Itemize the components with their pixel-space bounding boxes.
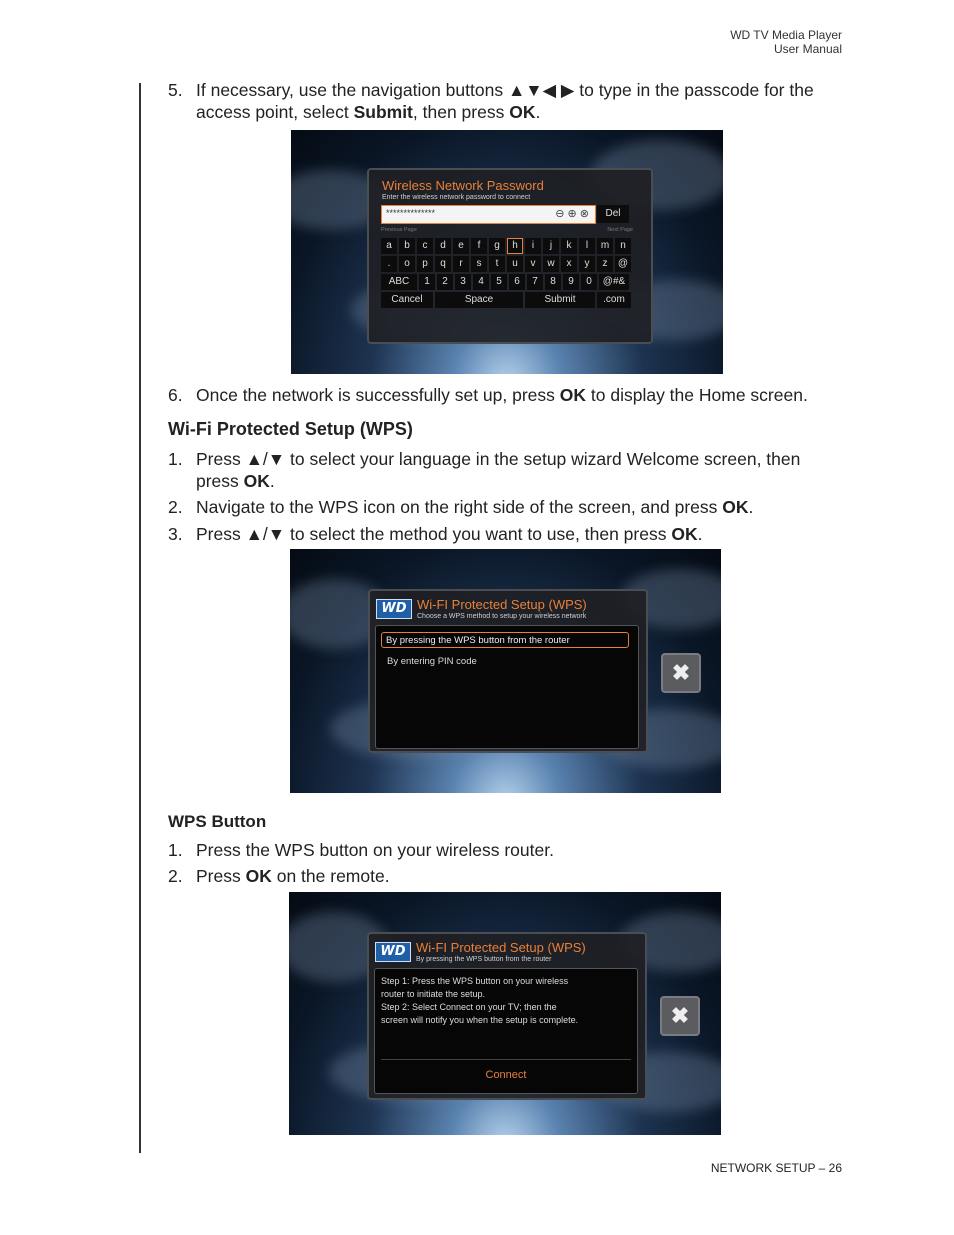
option-pin-code[interactable]: By entering PIN code <box>387 656 477 667</box>
key-6[interactable]: t <box>489 256 505 272</box>
header-doc: User Manual <box>773 42 842 56</box>
key-10[interactable]: k <box>561 238 577 254</box>
key-5[interactable]: 5 <box>491 274 507 290</box>
close-icon[interactable]: ✖ <box>660 996 700 1036</box>
keyboard-row-3 <box>381 274 629 290</box>
key-0[interactable]: ABC <box>381 274 417 290</box>
connect-button[interactable]: Connect <box>485 1069 527 1081</box>
wps-button-heading: WPS Button <box>168 812 267 831</box>
wd-logo: WD <box>376 599 412 619</box>
key-4[interactable]: r <box>453 256 469 272</box>
page-header <box>730 28 842 56</box>
clear-icon[interactable]: ⊗ <box>579 208 589 220</box>
option-wps-button[interactable]: By pressing the WPS button from the router <box>381 632 629 648</box>
key-12[interactable]: m <box>597 238 613 254</box>
password-dialog <box>367 168 653 344</box>
key-3[interactable]: d <box>435 238 451 254</box>
key-3[interactable]: q <box>435 256 451 272</box>
key-3[interactable]: 3 <box>455 274 471 290</box>
password-input[interactable]: ************** ⊖ ⊕ ⊗ <box>381 205 596 224</box>
forward-icon[interactable]: ⊕ <box>567 208 577 220</box>
next-page[interactable]: Next Page <box>607 227 633 233</box>
dialog-title: Wi-FI Protected Setup (WPS) <box>417 597 587 612</box>
keyboard-row-2 <box>381 256 631 272</box>
options-list <box>375 625 639 749</box>
up-down-arrows-icon: ▲/▼ <box>245 449 286 469</box>
key-13[interactable]: n <box>615 238 631 254</box>
key-1[interactable]: b <box>399 238 415 254</box>
wd-logo: WD <box>375 942 411 962</box>
header-product: WD TV Media Player <box>730 28 842 42</box>
key-6[interactable]: 6 <box>509 274 525 290</box>
key-9[interactable]: 9 <box>563 274 579 290</box>
key-1[interactable]: 1 <box>419 274 435 290</box>
wps-button-dialog <box>367 932 647 1100</box>
key-9[interactable]: j <box>543 238 559 254</box>
key-0[interactable]: a <box>381 238 397 254</box>
dialog-title: Wireless Network Password <box>382 178 544 193</box>
key-5[interactable]: s <box>471 256 487 272</box>
close-icon[interactable]: ✖ <box>661 653 701 693</box>
screenshot-wps-method <box>290 549 721 793</box>
key-2[interactable]: c <box>417 238 433 254</box>
key-11[interactable]: @#& <box>599 274 629 290</box>
prev-page[interactable]: Previous Page <box>381 227 417 233</box>
key-10[interactable]: 0 <box>581 274 597 290</box>
instructions-box <box>374 968 638 1094</box>
key-2[interactable]: Submit <box>525 292 595 308</box>
dialog-subtitle: By pressing the WPS button from the router <box>416 956 552 963</box>
key-12[interactable]: z <box>597 256 613 272</box>
key-2[interactable]: p <box>417 256 433 272</box>
key-6[interactable]: g <box>489 238 505 254</box>
key-0[interactable]: . <box>381 256 397 272</box>
keyboard-row-4 <box>381 292 631 308</box>
key-8[interactable]: 8 <box>545 274 561 290</box>
key-7[interactable]: 7 <box>527 274 543 290</box>
key-1[interactable]: Space <box>435 292 523 308</box>
key-10[interactable]: x <box>561 256 577 272</box>
up-down-arrows-icon: ▲/▼ <box>245 524 286 544</box>
key-8[interactable]: v <box>525 256 541 272</box>
screenshot-password <box>291 130 723 374</box>
key-9[interactable]: w <box>543 256 559 272</box>
key-11[interactable]: y <box>579 256 595 272</box>
change-bar <box>139 83 141 1153</box>
del-button[interactable]: Del <box>597 205 629 223</box>
key-4[interactable]: e <box>453 238 469 254</box>
key-1[interactable]: o <box>399 256 415 272</box>
key-7[interactable]: h <box>507 238 523 254</box>
key-5[interactable]: f <box>471 238 487 254</box>
key-11[interactable]: l <box>579 238 595 254</box>
page-footer: NETWORK SETUP – 26 <box>710 1161 842 1175</box>
nav-arrows-icon: ▲▼◀ ▶ <box>507 80 575 100</box>
key-7[interactable]: u <box>507 256 523 272</box>
screenshot-wps-button <box>289 892 721 1135</box>
key-0[interactable]: Cancel <box>381 292 433 308</box>
wps-dialog <box>368 589 648 753</box>
key-2[interactable]: 2 <box>437 274 453 290</box>
dialog-subtitle: Choose a WPS method to setup your wireless network <box>417 613 587 620</box>
key-4[interactable]: 4 <box>473 274 489 290</box>
backspace-icon[interactable]: ⊖ <box>555 208 565 220</box>
key-13[interactable]: @ <box>615 256 631 272</box>
dialog-title: Wi-FI Protected Setup (WPS) <box>416 940 586 955</box>
wps-heading: Wi-Fi Protected Setup (WPS) <box>168 419 413 439</box>
instructions-text: Step 1: Press the WPS button on your wireless router to initiate the setup. Step 2: Select Connect on your TV; then the screen will notify you when the setup is complete. <box>381 976 579 1025</box>
keyboard-row-1 <box>381 238 631 254</box>
key-3[interactable]: .com <box>597 292 631 308</box>
dialog-subtitle: Enter the wireless network password to connect <box>382 194 531 201</box>
key-8[interactable]: i <box>525 238 541 254</box>
